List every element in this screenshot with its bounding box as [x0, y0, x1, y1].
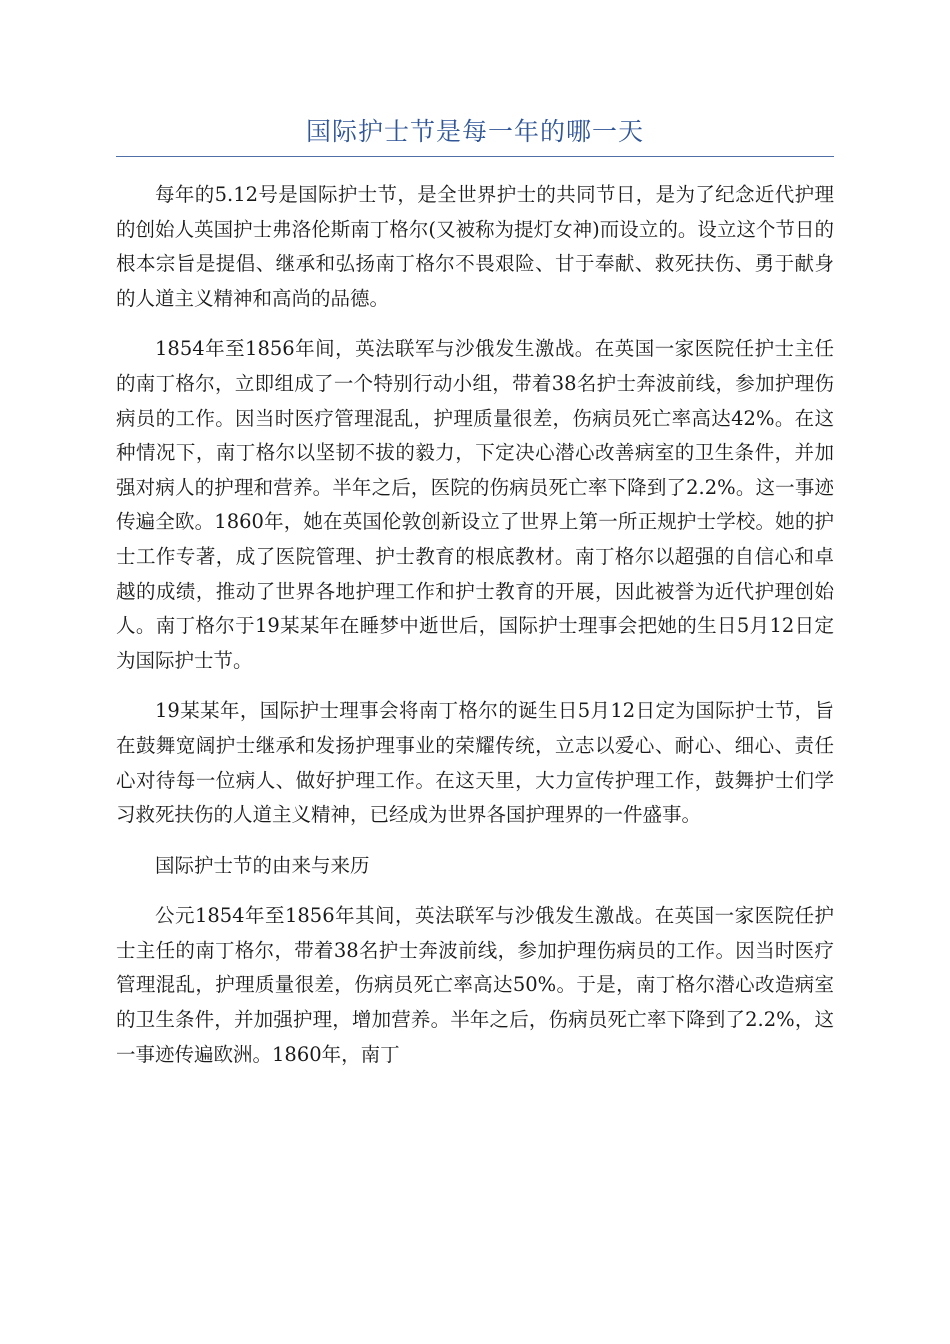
- title-block: [116, 112, 834, 157]
- paragraph-history: 1854年至1856年间，英法联军与沙俄发生激战。在英国一家医院任护士主任的南丁格尔，立即组成了一个特别行动小组，带着38名护士奔波前线，参加护理伤病员的工作。因当时医疗管理混乱，护理质量很差，伤病员死亡率高达42%。在这种情况下，南丁格尔以坚韧不拔的毅力，下定决心潜心改善病室的卫生条件，并加强对病人的护理和营养。半年之后，医院的伤病员死亡率下降到了2.2%。这一事迹传遍全欧。1860年，她在英国伦敦创新设立了世界上第一所正规护士学校。她的护士工作专著，成了医院管理、护士教育的根底教材。南丁格尔以超强的自信心和卓越的成绩，推动了世界各地护理工作和护士教育的开展，因此被誉为近代护理创始人。南丁格尔于19某某年在睡梦中逝世后，国际护士理事会把她的生日5月12日定为国际护士节。: [116, 337, 834, 672]
- paragraph-intro: 每年的5.12号是国际护士节，是全世界护士的共同节日，是为了纪念近代护理的创始人英国护士弗洛伦斯南丁格尔(又被称为提灯女神)而设立的。设立这个节日的根本宗旨是提倡、继承和弘扬南丁格尔不畏艰险、甘于奉献、救死扶伤、勇于献身的人道主义精神和高尚的品德。: [116, 183, 834, 310]
- document-body: [116, 178, 834, 1088]
- document-title: 国际护士节是每一年的哪一天: [305, 117, 644, 146]
- paragraph-origin: 公元1854年至1856年其间，英法联军与沙俄发生激战。在英国一家医院任护士主任的南丁格尔，带着38名护士奔波前线，参加护理伤病员的工作。因当时医疗管理混乱，护理质量很差，伤病员死亡率高达50%。于是，南丁格尔潜心改造病室的卫生条件，并加强护理，增加营养。半年之后，伤病员死亡率下降到了2.2%，这一事迹传遍欧洲。1860年，南丁: [116, 904, 834, 1066]
- section-heading-origin: 国际护士节的由来与来历: [155, 853, 370, 877]
- paragraph-establishment: 19某某年，国际护士理事会将南丁格尔的诞生日5月12日定为国际护士节，旨在鼓舞宽阔护士继承和发扬护理事业的荣耀传统，立志以爱心、耐心、细心、责任心对待每一位病人、做好护理工作。在这天里，大力宣传护理工作，鼓舞护士们学习救死扶伤的人道主义精神，已经成为世界各国护理界的一件盛事。: [116, 699, 834, 827]
